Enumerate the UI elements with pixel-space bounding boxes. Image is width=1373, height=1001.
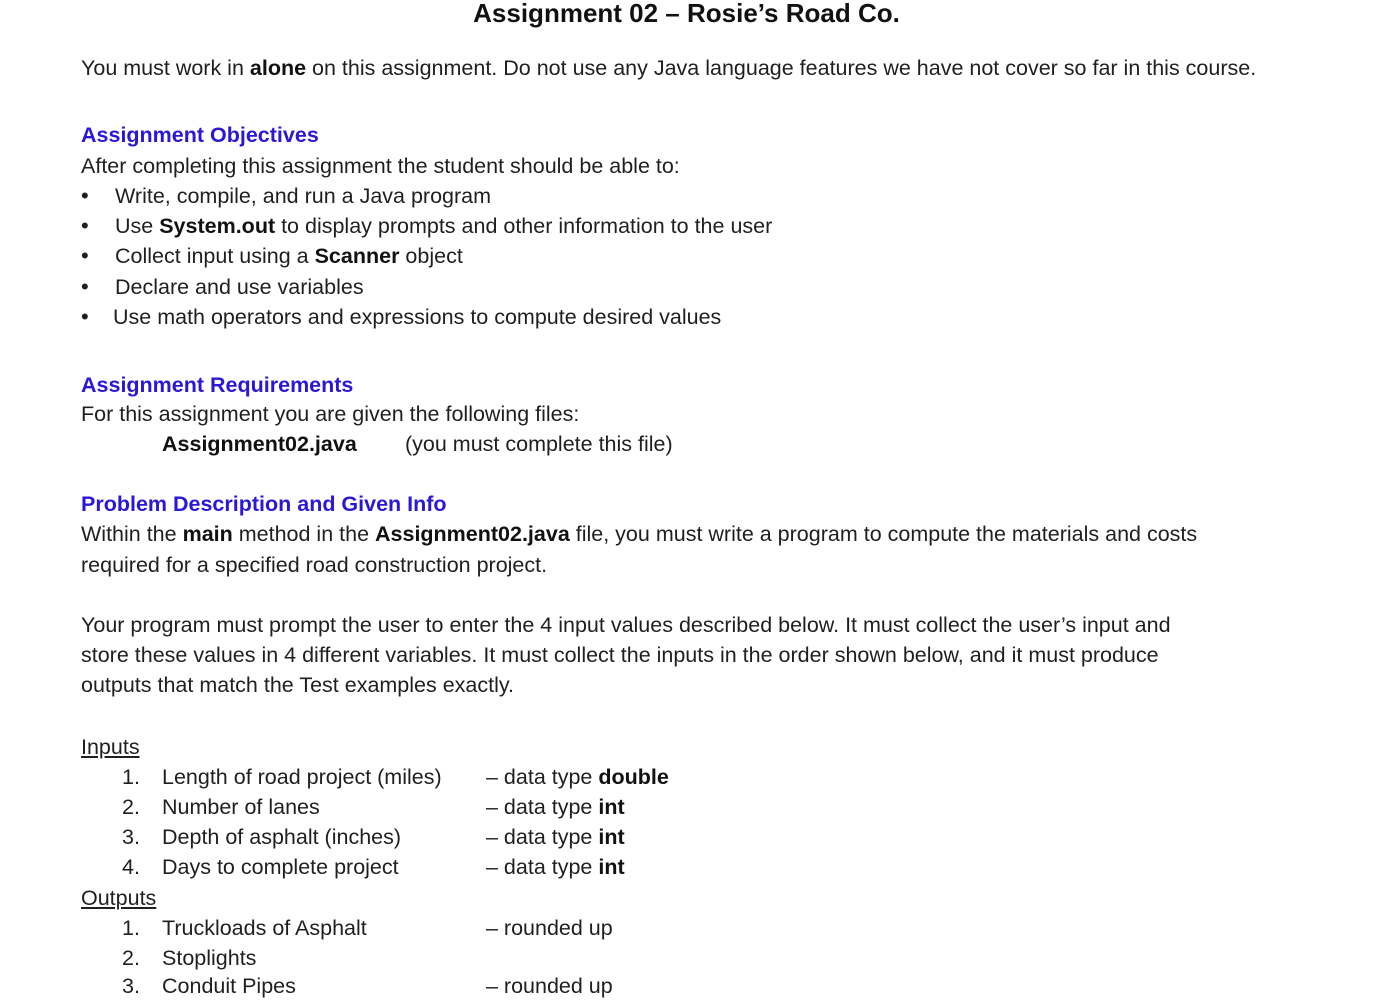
input-type bbox=[486, 852, 625, 882]
objectives-lead: After completing this assignment the student should be able to: bbox=[81, 154, 680, 178]
intro-text-end: on this assignment. Do not use any Java language features we have not cover so far in this course. bbox=[306, 56, 1257, 80]
bullet-icon: • bbox=[81, 183, 89, 208]
problem-paragraph-line: required for a specified road construction project. bbox=[81, 553, 548, 577]
requirements-heading: Assignment Requirements bbox=[81, 373, 354, 397]
page-title: Assignment 02 – Rosie’s Road Co. bbox=[473, 0, 900, 28]
output-note: – rounded up bbox=[486, 916, 613, 940]
type-bold: int bbox=[598, 795, 625, 819]
input-type bbox=[486, 822, 625, 852]
list-number: 1. bbox=[122, 916, 140, 940]
file-name-bold: Assignment02.java bbox=[162, 432, 357, 456]
problem-paragraph-line bbox=[81, 519, 1197, 549]
objectives-heading: Assignment Objectives bbox=[81, 123, 319, 147]
problem-bold: Assignment02.java bbox=[375, 522, 570, 546]
list-number: 1. bbox=[122, 765, 140, 789]
objective-bold: Scanner bbox=[314, 244, 400, 268]
type-text: – data type bbox=[486, 855, 599, 879]
list-number: 4. bbox=[122, 855, 140, 879]
objective-bold: System.out bbox=[159, 214, 276, 238]
objective-item bbox=[115, 211, 772, 241]
given-file-name bbox=[162, 429, 357, 459]
input-type bbox=[486, 792, 625, 822]
list-number: 2. bbox=[122, 795, 140, 819]
problem-text: Within the bbox=[81, 522, 183, 546]
bullet-icon: • bbox=[81, 274, 89, 299]
type-bold: int bbox=[598, 825, 625, 849]
outputs-heading: Outputs bbox=[81, 886, 157, 910]
type-text: – data type bbox=[486, 825, 599, 849]
problem-paragraph-line: outputs that match the Test examples exactly. bbox=[81, 673, 515, 697]
problem-bold: main bbox=[182, 522, 233, 546]
list-number: 2. bbox=[122, 946, 140, 970]
problem-heading: Problem Description and Given Info bbox=[81, 492, 447, 516]
input-label: Number of lanes bbox=[162, 795, 320, 819]
bullet-icon: • bbox=[81, 213, 89, 238]
type-bold: int bbox=[598, 855, 625, 879]
objective-item: Declare and use variables bbox=[115, 275, 364, 299]
intro-text: You must work in bbox=[81, 56, 250, 80]
bullet-icon: • bbox=[81, 243, 89, 268]
problem-paragraph-line: Your program must prompt the user to enter the 4 input values described below. It must collect the user’s input and bbox=[81, 613, 1171, 637]
input-type bbox=[486, 762, 669, 792]
output-label: Stoplights bbox=[162, 946, 257, 970]
given-file-note: (you must complete this file) bbox=[405, 432, 673, 456]
objective-text-end: to display prompts and other information to the user bbox=[275, 214, 773, 238]
objective-item bbox=[115, 241, 463, 271]
list-number: 3. bbox=[122, 825, 140, 849]
inputs-heading: Inputs bbox=[81, 735, 140, 759]
intro-paragraph bbox=[81, 53, 1256, 83]
objective-text: Collect input using a bbox=[115, 244, 315, 268]
input-label: Depth of asphalt (inches) bbox=[162, 825, 402, 849]
objective-item: Write, compile, and run a Java program bbox=[115, 184, 492, 208]
problem-text: file, you must write a program to compute the materials and costs bbox=[569, 522, 1198, 546]
objective-item: Use math operators and expressions to compute desired values bbox=[113, 305, 722, 329]
output-label: Truckloads of Asphalt bbox=[162, 916, 367, 940]
list-number: 3. bbox=[122, 974, 140, 998]
requirements-lead: For this assignment you are given the following files: bbox=[81, 402, 580, 426]
bullet-icon: • bbox=[81, 304, 89, 329]
objective-text: Use bbox=[115, 214, 160, 238]
input-label: Length of road project (miles) bbox=[162, 765, 442, 789]
type-bold: double bbox=[598, 765, 669, 789]
input-label: Days to complete project bbox=[162, 855, 399, 879]
output-label: Conduit Pipes bbox=[162, 974, 296, 998]
objective-text-end: object bbox=[399, 244, 463, 268]
output-note: – rounded up bbox=[486, 974, 613, 998]
intro-bold: alone bbox=[249, 56, 307, 80]
problem-text: method in the bbox=[232, 522, 375, 546]
problem-paragraph-line: store these values in 4 different variables. It must collect the inputs in the order shown below, and it must produce bbox=[81, 643, 1159, 667]
type-text: – data type bbox=[486, 765, 599, 789]
type-text: – data type bbox=[486, 795, 599, 819]
